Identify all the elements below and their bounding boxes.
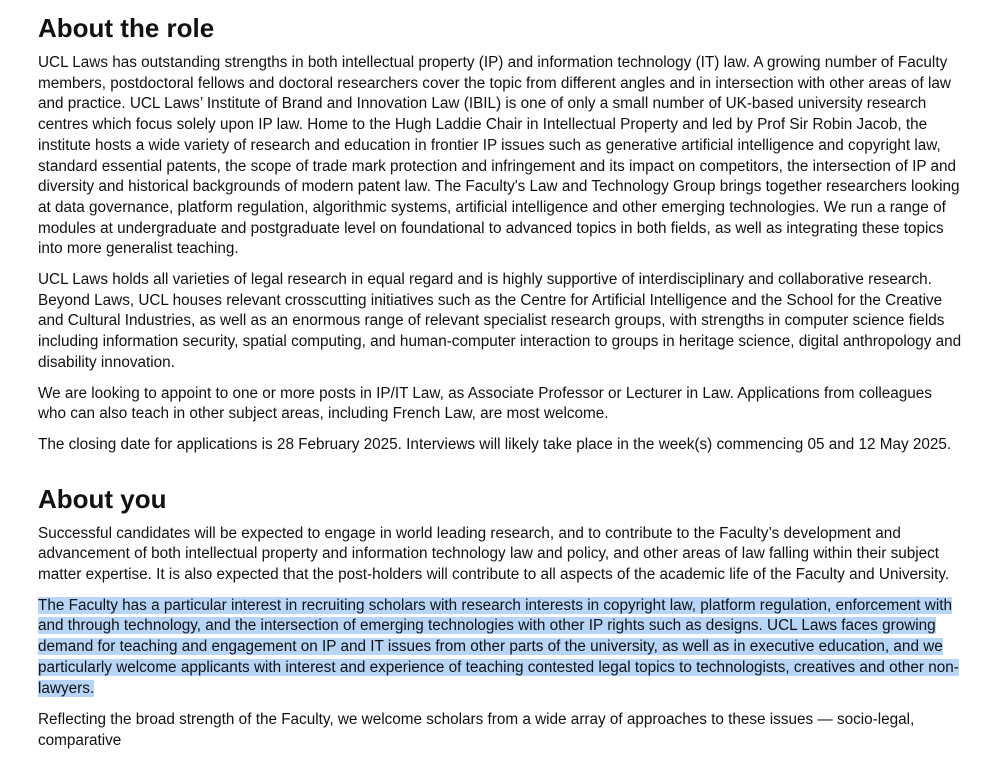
cut-off-paragraph: Reflecting the broad strength of the Faculty, we welcome scholars from a wide array of approaches to these issues — socio-legal, comparative (38, 711, 915, 749)
role-paragraph-3: We are looking to appoint to one or more posts in IP/IT Law, as Associate Professor or Lecturer in Law. Applications from colleagues who can also teach in other subject areas, including French Law, are most welcome. (38, 384, 932, 423)
about-you-heading: About you (38, 483, 167, 514)
you-paragraph-1: Successful candidates will be expected to engage in world leading research, and to contribute to the Faculty’s development and advancement of both intellectual property and information technology law and policy, and other areas of law falling within their subject matter expertise. It is also expected that the post-holders will contribute to all aspects of the academic life of the Faculty and University. (38, 524, 950, 584)
job-description (38, 0, 962, 762)
highlighted-paragraph[interactable] (38, 596, 962, 700)
about-the-role-heading: About the role (38, 13, 215, 43)
role-paragraph-1: UCL Laws has outstanding strengths in both intellectual property (IP) and information technology (IT) law. A growing number of Faculty members, postdoctoral fellows and doctoral researchers cover the topic from different angles and in intersection with other areas of law and practice. UCL Laws’ Institute of Brand and Innovation Law (IBIL) is one of only a small number of UK-based university research centres which focus solely upon IP law. Home to the Hugh Laddie Chair in Intellectual Property and led by Prof Sir Robin Jacob, the institute hosts a wide variety of research and education in frontier IP issues such as generative artificial intelligence and copyright law, standard essential patents, the scope of trade mark protection and infringement and its impact on competitors, the intersection of IP and diversity and historical backgrounds of modern patent law. The Faculty's Law and Technology Group brings together researchers looking at data governance, platform regulation, algorithmic systems, artificial intelligence and other emerging technologies. We run a range of modules at undergraduate and postgraduate level on foundational to advanced topics in both fields, as well as integrating these topics into more generalist teaching. (38, 54, 960, 258)
role-paragraph-2: UCL Laws holds all varieties of legal research in equal regard and is highly supportive of interdisciplinary and collaborative research. Beyond Laws, UCL houses relevant crosscutting initiatives such as the Centre for Artificial Intelligence and the School for the Creative and Cultural Industries, as well as an enormous range of relevant specialist research groups, with strengths in computer science fields including information security, spatial computing, and human-computer interaction to groups in heritage science, digital anthropology and disability innovation. (38, 271, 962, 371)
selected-text[interactable]: The Faculty has a particular interest in recruiting scholars with research interests in copyright law, platform regulation, enforcement with and through technology, and the intersection of emerging technologies with other IP rights such as designs. UCL Laws faces growing demand for teaching and engagement on IP and IT issues from other parts of the university, as well as in executive education, and we particularly welcome applicants with interest and experience of teaching contested legal topics to technologists, creatives and other non-lawyers. (38, 596, 959, 697)
role-paragraph-4: The closing date for applications is 28 February 2025. Interviews will likely take place in the week(s) commencing 05 and 12 May 2025. (38, 435, 952, 453)
